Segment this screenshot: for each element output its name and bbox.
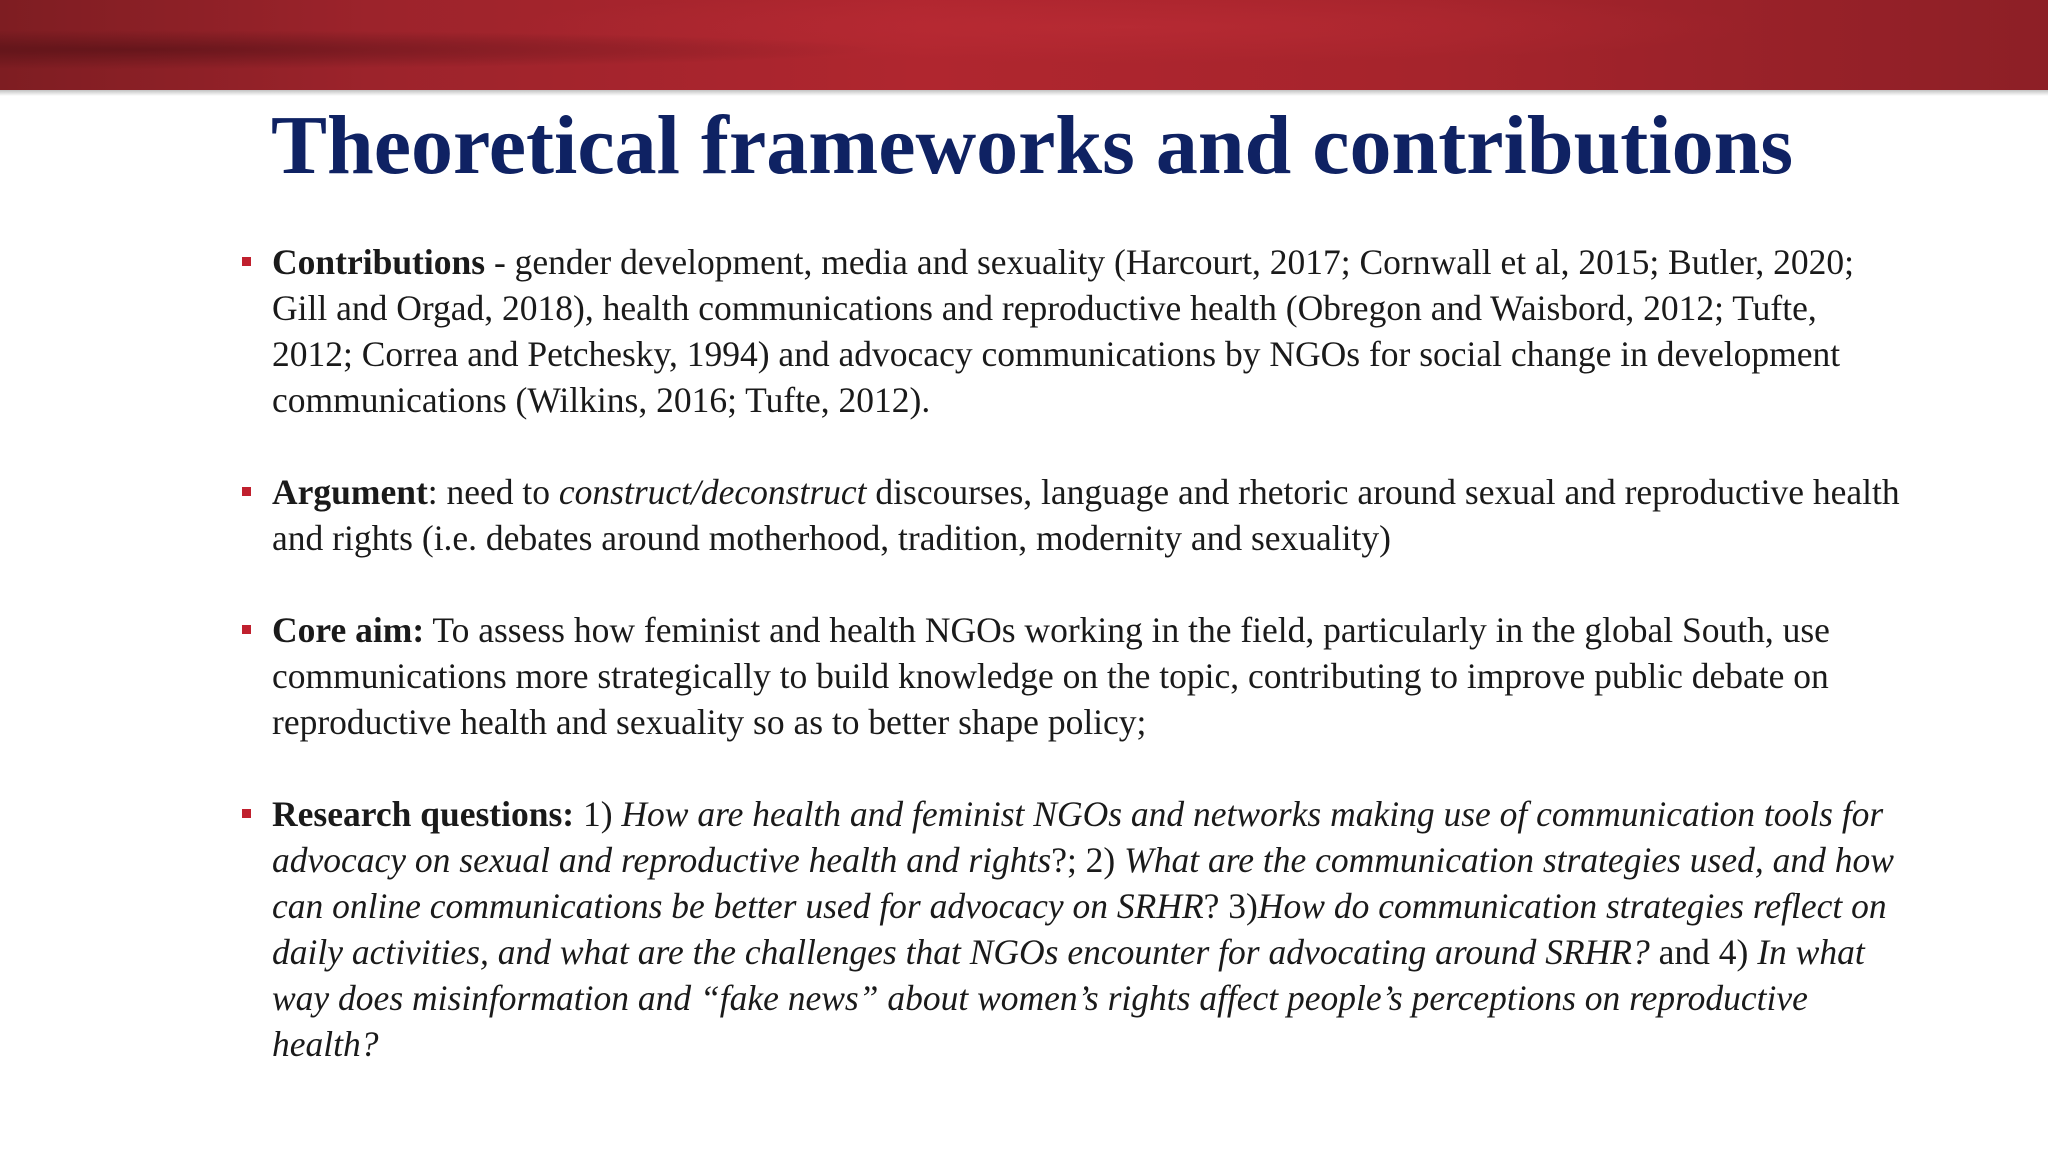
question-number: ? 3): [1203, 886, 1258, 926]
bullet-emphasis: construct/deconstruct: [558, 472, 867, 512]
bullet-research-questions: [242, 791, 1902, 1067]
bullet-contributions: [242, 239, 1902, 423]
research-question-1: How are health and feminist NGOs and networks making use of communication tools for advocacy on sexual and reproductive health and rights: [272, 794, 1884, 880]
bullet-marker: [242, 625, 251, 634]
bullet-text: : need to: [427, 472, 559, 512]
bullet-heading: Research questions:: [272, 794, 575, 834]
research-question-3: How do communication strategies reflect on daily activities, and what are the challenges that NGOs encounter for advocating around SRHR?: [272, 886, 1887, 972]
question-number: ?; 2): [1051, 840, 1125, 880]
bullet-core-aim: [242, 607, 1902, 745]
question-number: and 4): [1649, 932, 1758, 972]
bullet-marker: [242, 257, 251, 266]
research-question-4: In what way does misinformation and “fake news” about women’s rights affect people’s perceptions on reproductive health?: [272, 932, 1865, 1064]
research-question-2: What are the communication strategies used, and how can online communications be better used for advocacy on SRHR: [272, 840, 1894, 926]
slide-title: Theoretical frameworks and contributions: [270, 99, 1794, 192]
bullet-heading: Contributions: [272, 242, 486, 282]
top-banner: [0, 0, 2048, 90]
bullet-heading: Argument: [272, 472, 428, 512]
bullet-list: [242, 239, 1902, 1067]
bullet-heading: Core aim:: [272, 610, 425, 650]
bullet-marker: [242, 487, 251, 496]
bullet-text: To assess how feminist and health NGOs working in the field, particularly in the global South, use communications more strategically to build knowledge on the topic, contributing to improve public debate on reproductive health and sexuality so as to better shape policy;: [272, 610, 1830, 742]
bullet-marker: [242, 809, 251, 818]
bullet-text: - gender development, media and sexuality (Harcourt, 2017; Cornwall et al, 2015; Butler, 2020; Gill and Orgad, 2018), health communications and reproductive health (Obregon and Waisbord, 2012; Tufte, 2012; Correa and Petchesky, 1994) and advocacy communications by NGOs for social change in development communications (Wilkins, 2016; Tufte, 2012).: [272, 242, 1854, 420]
question-number: 1): [574, 794, 622, 834]
bullet-text: discourses, language and rhetoric around sexual and reproductive health and rights (i.e. debates around motherhood, tradition, modernity and sexuality): [272, 472, 1900, 558]
bullet-argument: [242, 469, 1902, 561]
